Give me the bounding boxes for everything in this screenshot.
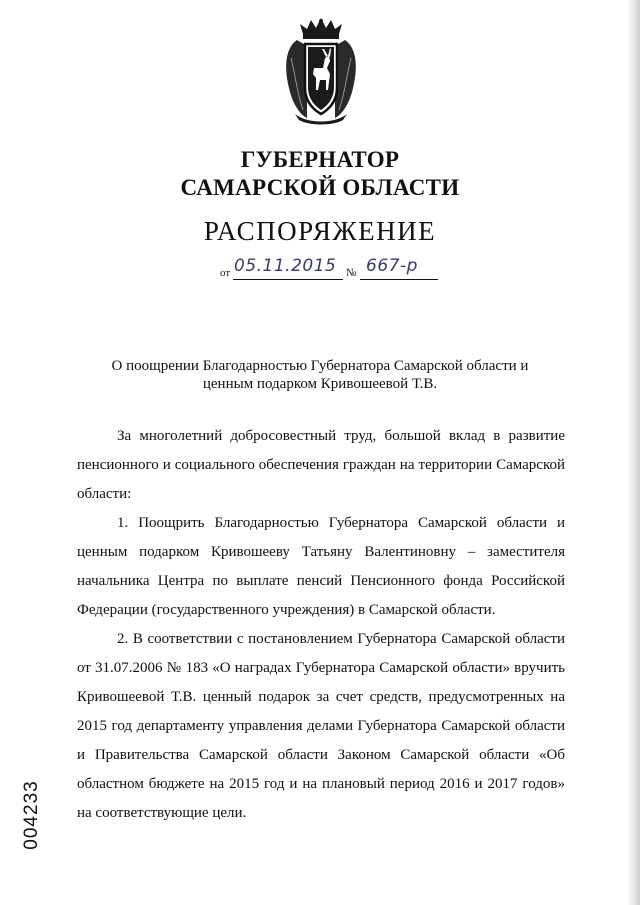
document-body bbox=[77, 422, 565, 828]
number-value: 667-р bbox=[366, 256, 418, 276]
subject-line2: ценным подарком Кривошеевой Т.В. bbox=[202, 376, 438, 392]
number-label: № bbox=[346, 267, 357, 279]
number-underline bbox=[360, 279, 438, 280]
authority-title-line2: САМАРСКОЙ ОБЛАСТИ bbox=[180, 175, 460, 200]
serial-number: 004233 bbox=[21, 780, 42, 850]
date-value: 05.11.2015 bbox=[234, 256, 337, 276]
registration-line bbox=[220, 256, 480, 283]
page-edge-shadow bbox=[626, 0, 640, 905]
order-item-1: 1. Поощрить Благодарностью Губернатора Самарской области и ценным подарком Кривошееву Татьяну Валентиновну – заместителя начальника Центра по выплате пенсий Пенсионного фонда Российской Федерации (государственного учреждения) в Самарской области. bbox=[77, 515, 565, 618]
preamble-paragraph: За многолетний добросовестный труд, большой вклад в развитие пенсионного и социального обеспечения граждан на территории Самарской области: bbox=[77, 428, 565, 502]
coat-of-arms-emblem bbox=[283, 18, 359, 126]
order-item-2: 2. В соответствии с постановлением Губернатора Самарской области от 31.07.2006 № 183 «О наградах Губернатора Самарской области» вручить Кривошеевой Т.В. ценный подарок за счет средств, предусмотренных на 2015 год департаменту управления делами Губернатора Самарской области и Правительства Самарской области Законом Самарской области «Об областном бюджете на 2015 год и на плановый период 2016 и 2017 годов» на соответствующие цели. bbox=[77, 631, 565, 821]
serial-number-stamp bbox=[17, 765, 47, 865]
authority-title-line1: ГУБЕРНАТОР bbox=[240, 147, 400, 172]
date-label: от bbox=[220, 267, 231, 279]
date-underline bbox=[233, 279, 343, 280]
subject-line1: О поощрении Благодарностью Губернатора Самарской области и bbox=[111, 358, 529, 374]
document-type: РАСПОРЯЖЕНИЕ bbox=[203, 216, 437, 246]
